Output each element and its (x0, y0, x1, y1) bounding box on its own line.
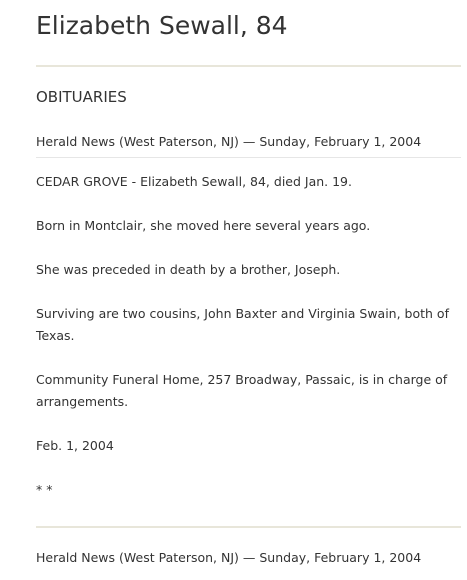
title-divider (36, 65, 461, 67)
paragraph-birthplace: Born in Montclair, she moved here several years ago. (36, 218, 371, 233)
paragraph-predeceased: She was preceded in death by a brother, Joseph. (36, 262, 341, 277)
source-line: Herald News (West Paterson, NJ) — Sunday, February 1, 2004 (36, 134, 422, 149)
publication-date: Feb. 1, 2004 (36, 438, 114, 453)
obituary-body (36, 171, 461, 521)
obituary-title: Elizabeth Sewall, 84 (36, 11, 288, 40)
source-divider (36, 157, 461, 158)
paragraph-survivors: Surviving are two cousins, John Baxter and Virginia Swain, both of Texas. (36, 306, 449, 343)
article-divider (36, 526, 461, 528)
paragraph-location: CEDAR GROVE - Elizabeth Sewall, 84, died Jan. 19. (36, 174, 352, 189)
next-source-line: Herald News (West Paterson, NJ) — Sunday, February 1, 2004 (36, 550, 422, 565)
section-label: OBITUARIES (36, 88, 127, 106)
paragraph-funeral-home: Community Funeral Home, 257 Broadway, Passaic, is in charge of arrangements. (36, 372, 448, 409)
end-marker: * * (36, 482, 53, 497)
